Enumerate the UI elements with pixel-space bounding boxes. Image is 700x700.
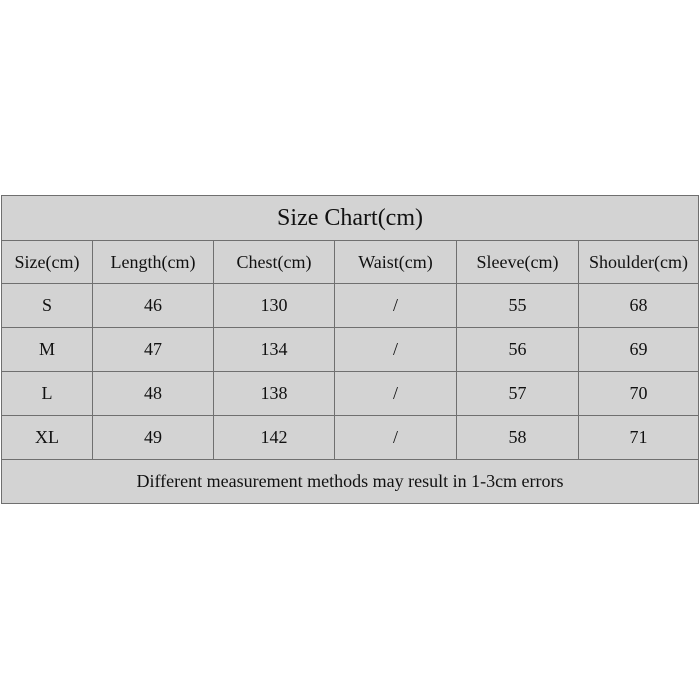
header-shoulder: Shoulder(cm)	[579, 241, 699, 284]
cell-waist: /	[335, 372, 457, 416]
header-size: Size(cm)	[2, 241, 93, 284]
cell-length: 46	[93, 284, 214, 328]
cell-sleeve: 57	[457, 372, 579, 416]
header-length: Length(cm)	[93, 241, 214, 284]
cell-length: 47	[93, 328, 214, 372]
cell-length: 49	[93, 416, 214, 460]
cell-shoulder: 68	[579, 284, 699, 328]
header-row	[2, 241, 699, 284]
cell-size: L	[2, 372, 93, 416]
header-chest: Chest(cm)	[214, 241, 335, 284]
cell-size: XL	[2, 416, 93, 460]
cell-chest: 142	[214, 416, 335, 460]
cell-sleeve: 58	[457, 416, 579, 460]
cell-waist: /	[335, 416, 457, 460]
measurement-note: Different measurement methods may result in 1-3cm errors	[2, 460, 699, 504]
size-chart-table	[1, 195, 699, 504]
cell-size: M	[2, 328, 93, 372]
cell-chest: 134	[214, 328, 335, 372]
header-sleeve: Sleeve(cm)	[457, 241, 579, 284]
table-row	[2, 372, 699, 416]
cell-chest: 130	[214, 284, 335, 328]
cell-sleeve: 55	[457, 284, 579, 328]
cell-size: S	[2, 284, 93, 328]
cell-waist: /	[335, 328, 457, 372]
cell-chest: 138	[214, 372, 335, 416]
cell-shoulder: 69	[579, 328, 699, 372]
header-waist: Waist(cm)	[335, 241, 457, 284]
cell-length: 48	[93, 372, 214, 416]
cell-shoulder: 70	[579, 372, 699, 416]
chart-title: Size Chart(cm)	[2, 196, 699, 241]
table-row	[2, 328, 699, 372]
cell-waist: /	[335, 284, 457, 328]
cell-sleeve: 56	[457, 328, 579, 372]
cell-shoulder: 71	[579, 416, 699, 460]
table-row	[2, 416, 699, 460]
table-row	[2, 284, 699, 328]
